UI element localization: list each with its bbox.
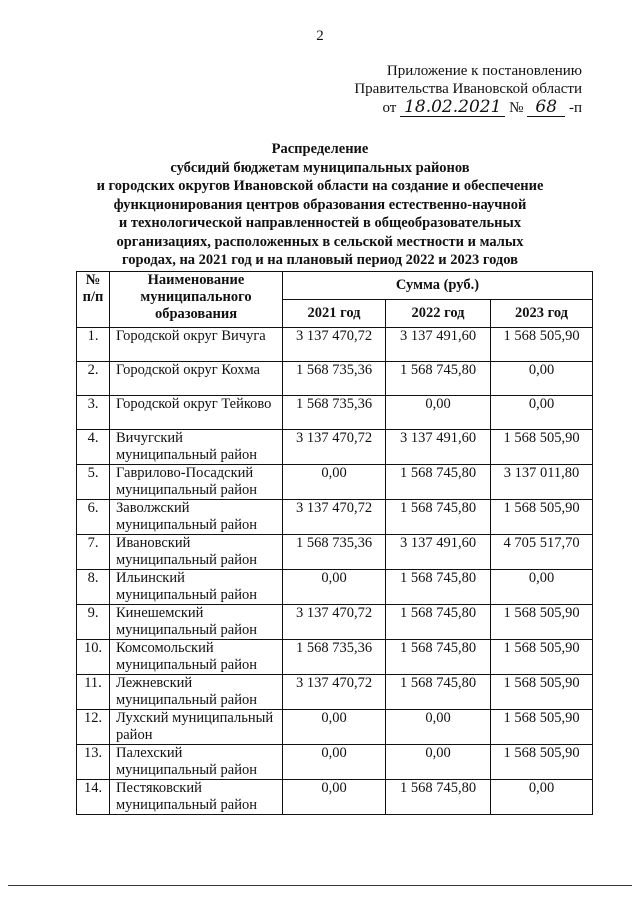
municipality-name: Вичугский муниципальный район — [110, 430, 283, 465]
amount-2023: 1 568 505,90 — [491, 605, 593, 640]
row-number: 8. — [77, 570, 110, 605]
municipality-name: Городской округ Кохма — [110, 362, 283, 396]
amount-2021: 3 137 470,72 — [283, 430, 386, 465]
title-line: и городских округов Ивановской области на создание и обеспечение — [96, 178, 544, 194]
amount-2023: 0,00 — [491, 780, 593, 815]
table-row — [77, 535, 593, 570]
row-number: 14. — [77, 780, 110, 815]
amount-2022: 1 568 745,80 — [386, 500, 491, 535]
title-line: городах, на 2021 год и на плановый период 2022 и 2023 годов — [122, 252, 518, 268]
table-row — [77, 745, 593, 780]
row-number: 6. — [77, 500, 110, 535]
municipality-name: Пестяковский муниципальный район — [110, 780, 283, 815]
table-row — [77, 430, 593, 465]
municipality-name: Кинешемский муниципальный район — [110, 605, 283, 640]
amount-2023: 4 705 517,70 — [491, 535, 593, 570]
table-row — [77, 710, 593, 745]
amount-2023: 0,00 — [491, 362, 593, 396]
document-title — [40, 140, 600, 270]
amount-2021: 0,00 — [283, 570, 386, 605]
amount-2021: 3 137 470,72 — [283, 328, 386, 362]
amount-2022: 1 568 745,80 — [386, 465, 491, 500]
amount-2022: 1 568 745,80 — [386, 362, 491, 396]
header-2022: 2022 год — [386, 300, 491, 328]
amount-2022: 0,00 — [386, 396, 491, 430]
row-number: 13. — [77, 745, 110, 780]
amount-2021: 0,00 — [283, 465, 386, 500]
row-number: 3. — [77, 396, 110, 430]
municipality-name: Ильинский муниципальный район — [110, 570, 283, 605]
amount-2021: 3 137 470,72 — [283, 500, 386, 535]
table-row — [77, 328, 593, 362]
municipality-name: Заволжский муниципальный район — [110, 500, 283, 535]
header-2023: 2023 год — [491, 300, 593, 328]
resolution-number: 68 — [527, 98, 565, 117]
amount-2021: 3 137 470,72 — [283, 675, 386, 710]
municipality-name: Гаврилово-Посадский муниципальный район — [110, 465, 283, 500]
row-number: 1. — [77, 328, 110, 362]
municipality-name: Городской округ Вичуга — [110, 328, 283, 362]
header-name: Наименование муниципального образования — [110, 272, 283, 328]
appendix-line-1: Приложение к постановлению — [386, 63, 582, 79]
row-number: 9. — [77, 605, 110, 640]
row-number: 7. — [77, 535, 110, 570]
header-2021: 2021 год — [283, 300, 386, 328]
table-row — [77, 780, 593, 815]
amount-2023: 1 568 505,90 — [491, 745, 593, 780]
resolution-date: 18.02.2021 — [400, 98, 505, 117]
amount-2021: 0,00 — [283, 745, 386, 780]
amount-2022: 1 568 745,80 — [386, 675, 491, 710]
header-number — [77, 272, 110, 328]
amount-2022: 1 568 745,80 — [386, 640, 491, 675]
header-number-line-2: п/п — [82, 289, 104, 305]
table-row — [77, 640, 593, 675]
page-bottom-line — [8, 885, 632, 886]
table-row — [77, 570, 593, 605]
amount-2022: 1 568 745,80 — [386, 605, 491, 640]
table-row — [77, 396, 593, 430]
number-label: № — [509, 100, 524, 116]
appendix-line-3 — [354, 98, 582, 117]
amount-2022: 3 137 491,60 — [386, 430, 491, 465]
appendix-line-2: Правительства Ивановской области — [354, 81, 582, 97]
municipality-name: Ивановский муниципальный район — [110, 535, 283, 570]
amount-2022: 3 137 491,60 — [386, 535, 491, 570]
table-row — [77, 675, 593, 710]
amount-2021: 1 568 735,36 — [283, 535, 386, 570]
title-line: субсидий бюджетам муниципальных районов — [170, 159, 470, 176]
amount-2023: 1 568 505,90 — [491, 710, 593, 745]
amount-2022: 1 568 745,80 — [386, 780, 491, 815]
row-number: 11. — [77, 675, 110, 710]
header-number-line-1: № — [85, 272, 101, 288]
amount-2023: 0,00 — [491, 396, 593, 430]
amount-2021: 0,00 — [283, 710, 386, 745]
row-number: 5. — [77, 465, 110, 500]
amount-2022: 3 137 491,60 — [386, 328, 491, 362]
municipality-name: Комсомольский муниципальный район — [110, 640, 283, 675]
amount-2021: 1 568 735,36 — [283, 640, 386, 675]
page-number: 2 — [316, 28, 324, 44]
municipality-name: Палехский муниципальный район — [110, 745, 283, 780]
amount-2023: 3 137 011,80 — [491, 465, 593, 500]
municipality-name: Лежневский муниципальный район — [110, 675, 283, 710]
amount-2023: 1 568 505,90 — [491, 430, 593, 465]
title-line: Распределение — [271, 141, 369, 157]
row-number: 4. — [77, 430, 110, 465]
table-row — [77, 362, 593, 396]
amount-2021: 0,00 — [283, 780, 386, 815]
amount-2022: 1 568 745,80 — [386, 570, 491, 605]
amount-2023: 1 568 505,90 — [491, 328, 593, 362]
amount-2022: 0,00 — [386, 710, 491, 745]
number-suffix: -п — [568, 100, 582, 116]
header-sum: Сумма (руб.) — [283, 272, 593, 300]
row-number: 10. — [77, 640, 110, 675]
title-line: и технологической направленностей в общеобразовательных — [118, 215, 522, 231]
municipality-name: Городской округ Тейково — [110, 396, 283, 430]
amount-2023: 0,00 — [491, 570, 593, 605]
municipality-name: Лухский муниципальный район — [110, 710, 283, 745]
table-row — [77, 465, 593, 500]
amount-2021: 1 568 735,36 — [283, 396, 386, 430]
amount-2023: 1 568 505,90 — [491, 640, 593, 675]
title-line: функционирования центров образования естественно-научной — [113, 196, 527, 213]
title-line: организациях, расположенных в сельской местности и малых — [116, 233, 524, 250]
row-number: 12. — [77, 710, 110, 745]
amount-2022: 0,00 — [386, 745, 491, 780]
amount-2021: 3 137 470,72 — [283, 605, 386, 640]
table-row — [77, 500, 593, 535]
from-label: от — [382, 100, 397, 116]
amount-2021: 1 568 735,36 — [283, 362, 386, 396]
table-row — [77, 605, 593, 640]
subsidy-table — [76, 271, 593, 815]
appendix-header — [354, 62, 582, 117]
amount-2023: 1 568 505,90 — [491, 500, 593, 535]
row-number: 2. — [77, 362, 110, 396]
amount-2023: 1 568 505,90 — [491, 675, 593, 710]
